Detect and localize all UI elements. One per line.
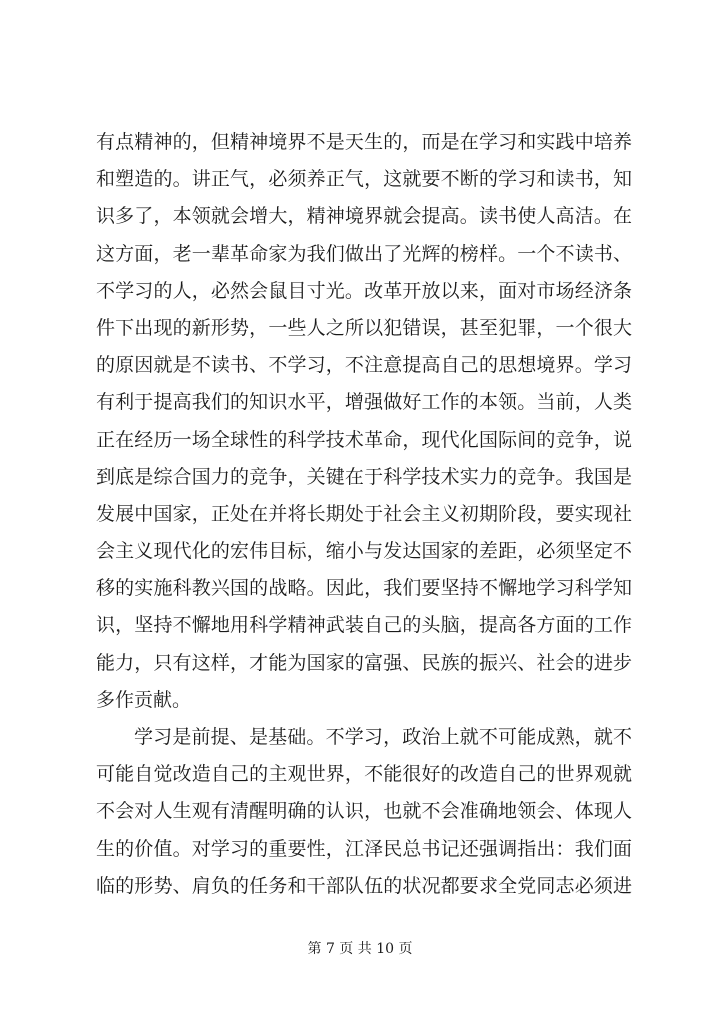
text-line: 件下出现的新形势，一些人之所以犯错误，甚至犯罪，一个很大 (96, 316, 632, 339)
text-line: 有利于提高我们的知识水平，增强做好工作的本领。当前，人类 (96, 391, 632, 414)
text-line: 发展中国家，正处在并将长期处于社会主义初期阶段，要实现社 (96, 502, 632, 525)
text-line: 和塑造的。讲正气，必须养正气，这就要不断的学习和读书，知 (96, 168, 632, 191)
text-line: 有点精神的，但精神境界不是天生的，而是在学习和实践中培养 (96, 131, 632, 153)
text-line: 到底是综合国力的竞争，关键在于科学技术实力的竞争。我国是 (96, 465, 632, 488)
text-line: 学习是前提、是基础。不学习，政治上就不可能成熟，就不 (134, 726, 632, 748)
text-line: 会主义现代化的宏伟目标，缩小与发达国家的差距，必须坚定不 (96, 540, 632, 563)
text-line: 这方面，老一辈革命家为我们做出了光辉的榜样。一个不读书、 (96, 242, 632, 265)
page-footer (0, 938, 720, 958)
text-line: 识多了，本领就会增大，精神境界就会提高。读书使人高洁。在 (96, 205, 632, 228)
document-body (96, 124, 632, 905)
text-line: 能力，只有这样，才能为国家的富强、民族的振兴、社会的进步 (96, 651, 632, 674)
text-line: 不会对人生观有清醒明确的认识，也就不会准确地领会、体现人 (96, 800, 632, 823)
paragraph-2 (96, 719, 632, 905)
text-line: 识，坚持不懈地用科学精神武装自己的头脑，提高各方面的工作 (96, 614, 632, 637)
text-line: 正在经历一场全球性的科学技术革命，现代化国际间的竞争，说 (96, 428, 632, 451)
text-line: 不学习的人，必然会鼠目寸光。改革开放以来，面对市场经济条 (96, 279, 632, 302)
text-line: 生的价值。对学习的重要性，江泽民总书记还强调指出：我们面 (96, 837, 632, 860)
text-line: 的原因就是不读书、不学习，不注意提高自己的思想境界。学习 (96, 354, 632, 377)
text-line: 可能自觉改造自己的主观世界，不能很好的改造自己的世界观就 (96, 763, 632, 786)
page-number-label: 第 7 页 共 10 页 (307, 941, 413, 957)
text-line: 移的实施科教兴国的战略。因此，我们要坚持不懈地学习科学知 (96, 577, 632, 600)
text-line: 临的形势、肩负的任务和干部队伍的状况都要求全党同志必须进 (96, 874, 632, 897)
paragraph-1 (96, 124, 632, 719)
text-line: 多作贡献。 (96, 688, 192, 711)
